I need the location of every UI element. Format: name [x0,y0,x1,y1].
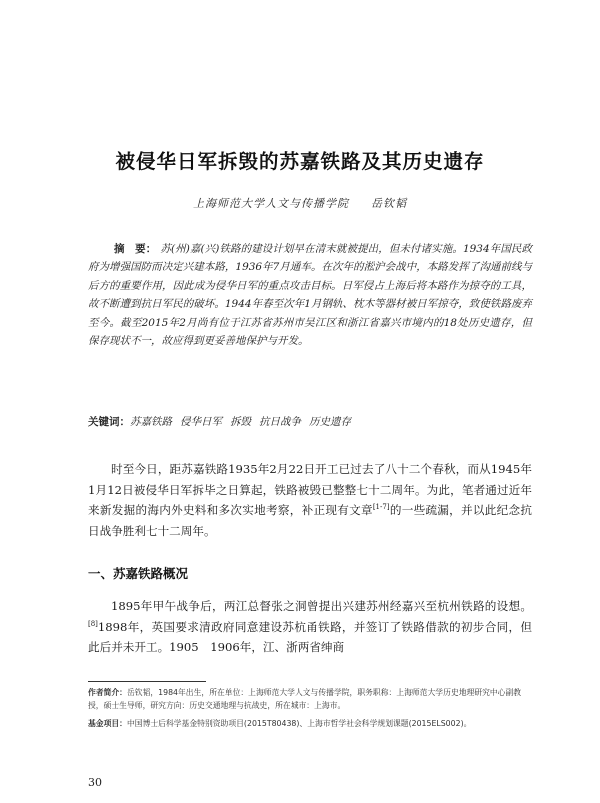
abstract [88,240,532,350]
affiliation: 上海师范大学人文与传播学院 [193,197,349,210]
footnote-label: 作者简介： [88,688,127,697]
footnote-divider [88,681,206,682]
abstract-label: 摘 要： [114,243,157,255]
author-name: 岳钦韬 [371,197,407,210]
keyword: 苏嘉铁路 [130,416,172,428]
keywords-label: 关键词： [88,416,130,428]
footnote-author-bio: 作者简介：岳钦韬，1984年出生，所在单位：上海师范大学人文与传播学院，职务职称：上海师范大学历史地理研究中心副教授，硕士生导师，研究方向：历史交通地理与抗战史，所在城市：上海市。 [88,688,522,710]
body-paragraph-overview: 1895年甲午战争后，两江总督张之洞曾提出兴建苏州经嘉兴至杭州铁路的设想。[8]1898年，英国要求清政府同意建设苏杭甬铁路，并签订了铁路借款的初步合同，但此后并未开工。1905 1906年，江、浙两省绅商 [88,599,532,654]
keyword: 侵华日军 [180,416,222,428]
keywords [88,414,532,429]
keyword: 历史遗存 [309,416,351,428]
page-number: 30 [88,776,102,789]
citation-ref: [8] [88,619,98,628]
body-paragraph-intro: 时至今日，距苏嘉铁路1935年2月22日开工已过去了八十二个春秋，而从1945年1月12日被侵华日军拆毕之日算起，铁路被毁已整整七十二周年。为此，笔者通过近年来新发掘的海内外史料和多次实地考察，补正现有文章[1-7]的一些疏漏，并以此纪念抗日战争胜利七十二周年。 [88,462,532,538]
keyword: 拆毁 [230,416,251,428]
article-title: 被侵华日军拆毁的苏嘉铁路及其历史遗存 [115,150,485,173]
footnote-funding: 基金项目：中国博士后科学基金特别资助项目(2015T80438)、上海市哲学社会科学规划课题(2015ELS002)。 [88,719,472,728]
abstract-text: 苏(州)嘉(兴)铁路的建设计划早在清末就被提出，但未付诸实施。1934年国民政府为增强国防而决定兴建本路，1936年7月通车。在次年的淞沪会战中，本路发挥了沟通前线与后方的重要作用，因此成为侵华日军的重点攻击目标。日军侵占上海后将本路作为掠夺的工具，故不断遭到抗日军民的破坏。1944年春至次年1月钢轨、枕木等器材被日军掠夺，致使铁路废弃至今。截至2015年2月尚有位于江苏省苏州市吴江区和浙江省嘉兴市境内的18处历史遗存，但保存现状不一，故应得到更妥善地保护与开发。 [88,243,533,348]
author-affiliation-line [60,195,540,211]
citation-ref: [1-7] [372,503,390,512]
footnote-label: 基金项目： [88,719,127,728]
section-heading: 一、苏嘉铁路概况 [88,566,189,581]
keyword: 抗日战争 [259,416,301,428]
